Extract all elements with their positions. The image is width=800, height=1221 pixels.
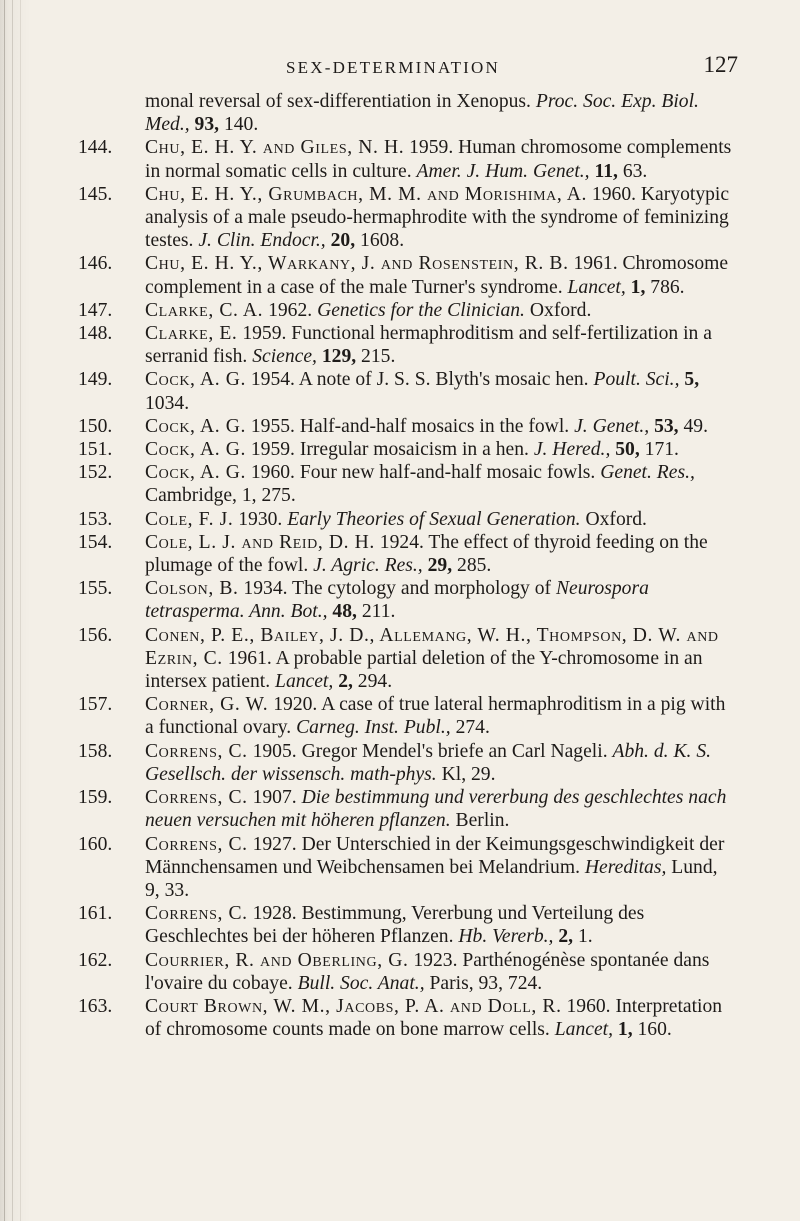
- reference-entry: [0, 740, 736, 786]
- reference-volume: 11,: [594, 160, 618, 182]
- reference-title: 1959. Human chromosome complements in normal somatic cells in culture.: [145, 137, 732, 182]
- reference-volume: 1,: [617, 1019, 633, 1041]
- reference-number: 151.: [78, 439, 113, 461]
- reference-pages: Cambridge, 1, 275.: [145, 485, 296, 507]
- reference-entry: [0, 438, 736, 461]
- reference-pages: Paris, 93, 724.: [429, 972, 543, 994]
- reference-title: 1905. Gregor Mendel's briefe an Carl Nageli.: [252, 740, 608, 762]
- reference-entry: [0, 902, 736, 948]
- reference-volume: 53,: [654, 415, 679, 437]
- reference-journal: Poult. Sci.,: [593, 369, 680, 391]
- reference-authors: Corner, G. W.: [145, 694, 269, 716]
- reference-journal: J. Clin. Endocr.,: [198, 230, 326, 252]
- reference-number: 162.: [78, 949, 113, 971]
- reference-journal: Lancet,: [567, 276, 626, 298]
- reference-number: 144.: [78, 137, 113, 159]
- reference-title: 1955. Half-and-half mosaics in the fowl.: [250, 415, 570, 437]
- reference-entry: [0, 461, 736, 507]
- reference-title: 1960. Karyotypic analysis of a male pseudo-hermaphrodite with the syndrome of feminizing testes.: [145, 183, 730, 252]
- reference-number: 156.: [78, 624, 113, 646]
- reference-title: 1924. The effect of thyroid feeding on the plumage of the fowl.: [145, 531, 708, 577]
- reference-pages: Kl, 29.: [441, 763, 496, 785]
- reference-authors: Correns, C.: [145, 903, 248, 925]
- reference-title: 1962.: [268, 299, 313, 321]
- reference-authors: Correns, C.: [145, 740, 248, 762]
- reference-pages: Oxford.: [529, 299, 592, 321]
- reference-authors: Correns, C.: [145, 833, 248, 855]
- reference-continuation: monal reversal of sex-differentiation in Xenopus. Proc. Soc. Exp. Biol. Med., 93, 140.: [145, 91, 699, 136]
- reference-title: 1927. Der Unterschied in der Keimungsgeschwindigkeit der Männchensamen und Weibchensamen bei Melandrium.: [145, 833, 725, 878]
- reference-authors: Cock, A. G.: [145, 462, 246, 484]
- reference-volume: 5,: [684, 369, 700, 391]
- reference-authors: Clarke, E.: [145, 323, 238, 345]
- reference-journal: Genet. Res.,: [600, 462, 695, 484]
- reference-pages: 294.: [357, 671, 393, 693]
- reference-entry: [0, 531, 736, 577]
- reference-authors: Chu, E. H. Y., Warkany, J. and Rosenstein, R. B.: [145, 253, 569, 275]
- reference-authors: Conen, P. E., Bailey, J. D., Allemang, W. H., Thompson, D. W. and Ezrin, C.: [145, 624, 719, 669]
- reference-entry: [0, 833, 736, 903]
- reference-journal: Early Theories of Sexual Generation.: [287, 508, 581, 530]
- reference-authors: Clarke, C. A.: [145, 299, 264, 321]
- reference-entry: [0, 693, 736, 739]
- reference-authors: Court Brown, W. M., Jacobs, P. A. and Doll, R.: [145, 995, 562, 1017]
- reference-volume: 2,: [338, 671, 353, 693]
- reference-journal: Lancet,: [554, 1019, 613, 1041]
- reference-pages: 285.: [457, 555, 492, 577]
- reference-number: 159.: [78, 787, 113, 809]
- reference-journal: Carneg. Inst. Publ.,: [296, 717, 451, 739]
- reference-entry: [0, 415, 736, 438]
- reference-title: 1923. Parthénogénèse spontanée dans l'ovaire du cobaye.: [145, 949, 710, 994]
- reference-pages: 786.: [650, 276, 685, 298]
- reference-journal: Lancet,: [275, 671, 334, 693]
- reference-entry: [0, 786, 736, 832]
- reference-number: 160.: [78, 833, 113, 855]
- reference-volume: 1,: [630, 276, 646, 298]
- reference-number: 161.: [78, 903, 113, 925]
- reference-entry: [0, 577, 736, 623]
- reference-title: 1920. A case of true lateral hermaphroditism in a pig with a functional ovary.: [145, 694, 726, 739]
- reference-number: 149.: [78, 369, 113, 391]
- reference-pages: 171.: [644, 439, 679, 461]
- reference-entry: [0, 624, 736, 694]
- reference-entry: [0, 252, 736, 298]
- reference-entry: [0, 136, 736, 182]
- reference-pages: 1.: [577, 926, 593, 948]
- reference-entry: [0, 949, 736, 995]
- reference-authors: Chu, E. H. Y. and Giles, N. H.: [145, 137, 405, 159]
- reference-pages: Lund, 9, 33.: [145, 856, 718, 901]
- reference-title: 1960. Four new half-and-half mosaic fowls.: [250, 462, 596, 484]
- reference-title: 1928. Bestimmung, Vererbung und Verteilung des Geschlechtes bei der höheren Pflanzen.: [145, 903, 645, 948]
- reference-volume: 2,: [558, 926, 574, 948]
- reference-pages: Oxford.: [585, 508, 647, 530]
- reference-authors: Cock, A. G.: [145, 439, 246, 461]
- reference-volume: 48,: [332, 601, 357, 623]
- reference-authors: Cock, A. G.: [145, 369, 246, 391]
- reference-entry: [0, 508, 736, 531]
- reference-journal: J. Agric. Res.,: [313, 555, 423, 577]
- reference-journal: Hb. Vererb.,: [458, 926, 554, 948]
- page-number: 127: [703, 52, 738, 77]
- reference-pages: 63.: [622, 160, 648, 182]
- reference-volume: 20,: [330, 230, 356, 252]
- reference-title: 1954. A note of J. S. S. Blyth's mosaic hen.: [250, 369, 589, 391]
- reference-volume: 50,: [615, 439, 640, 461]
- reference-authors: Cole, L. J. and Reid, D. H.: [145, 531, 375, 553]
- reference-authors: Cole, F. J.: [145, 508, 234, 530]
- reference-pages: 211.: [361, 601, 396, 623]
- reference-pages: 49.: [683, 415, 708, 437]
- reference-number: 145.: [78, 183, 113, 205]
- reference-authors: Correns, C.: [145, 787, 248, 809]
- reference-volume: 129,: [321, 346, 357, 368]
- reference-pages: 160.: [637, 1019, 672, 1041]
- reference-pages: 1034.: [145, 392, 190, 414]
- reference-title: 1907.: [252, 787, 297, 809]
- reference-journal: Abh. d. K. S. Gesellsch. der wissensch. math-phys.: [145, 740, 712, 785]
- reference-authors: Colson, B.: [145, 578, 239, 600]
- reference-entry: [0, 183, 736, 253]
- reference-number: 146.: [78, 253, 113, 275]
- reference-pages: 1608.: [360, 230, 405, 252]
- reference-journal: Science,: [252, 346, 317, 368]
- reference-entry: [0, 299, 736, 322]
- reference-entry: [0, 368, 736, 414]
- running-head: SEX-DETERMINATION: [286, 58, 500, 77]
- reference-journal: Neurospora tetrasperma. Ann. Bot.,: [145, 578, 649, 623]
- reference-journal: Bull. Soc. Anat.,: [297, 972, 425, 994]
- reference-title: 1960. Interpretation of chromosome counts made on bone marrow cells.: [145, 995, 723, 1041]
- reference-authors: Chu, E. H. Y., Grumbach, M. M. and Morishima, A.: [145, 183, 588, 205]
- reference-authors: Courrier, R. and Oberling, G.: [145, 949, 409, 971]
- reference-number: 163.: [78, 995, 113, 1017]
- reference-journal: Die bestimmung und vererbung des geschlechtes nach neuen versuchen mit höheren pflanzen.: [145, 787, 727, 832]
- reference-journal: J. Hered.,: [533, 439, 611, 461]
- reference-list: [0, 90, 800, 1041]
- reference-number: 154.: [78, 531, 113, 553]
- reference-number: 158.: [78, 740, 113, 762]
- reference-title: 1934. The cytology and morphology of: [243, 578, 552, 600]
- reference-number: 147.: [78, 299, 113, 321]
- reference-title: 1930.: [238, 508, 283, 530]
- reference-number: 152.: [78, 462, 113, 484]
- reference-number: 157.: [78, 694, 113, 716]
- reference-number: 155.: [78, 578, 113, 600]
- reference-entry: [0, 322, 736, 368]
- reference-pages: 215.: [361, 346, 396, 368]
- reference-title: 1961. Chromosome complement in a case of the male Turner's syndrome.: [145, 253, 729, 298]
- reference-pages: Berlin.: [455, 810, 510, 832]
- reference-entry: [0, 995, 736, 1041]
- reference-number: 150.: [78, 415, 113, 437]
- reference-journal: J. Genet.,: [574, 415, 650, 437]
- page-header: [140, 52, 742, 86]
- reference-number: 153.: [78, 508, 113, 530]
- reference-journal: Genetics for the Clinician.: [317, 299, 525, 321]
- reference-number: 148.: [78, 323, 113, 345]
- reference-title: 1961. A probable partial deletion of the Y-chromosome in an intersex patient.: [145, 647, 703, 693]
- reference-volume: 29,: [427, 555, 453, 577]
- reference-title: 1959. Irregular mosaicism in a hen.: [250, 439, 529, 461]
- reference-pages: 274.: [455, 717, 490, 739]
- reference-authors: Cock, A. G.: [145, 415, 246, 437]
- reference-journal: Hereditas,: [584, 856, 667, 878]
- reference-journal: Amer. J. Hum. Genet.,: [416, 160, 590, 182]
- reference-title: 1959. Functional hermaphroditism and self-fertilization in a serranid fish.: [145, 323, 712, 368]
